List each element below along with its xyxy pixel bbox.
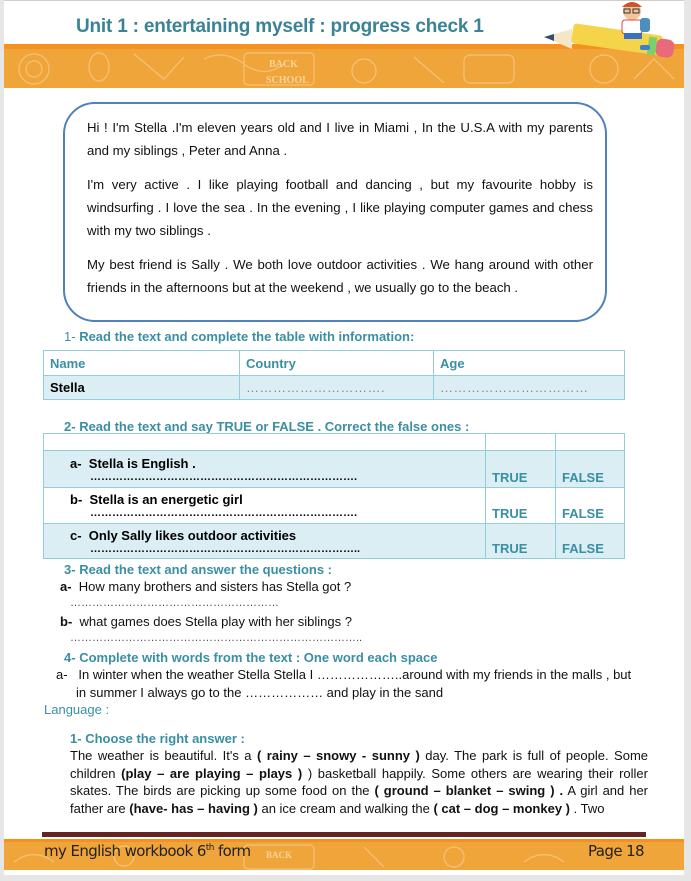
tf-row-b (44, 488, 625, 524)
choose-answer-paragraph (70, 747, 648, 817)
exercise4-line-1 (56, 667, 631, 682)
exercise1-number: 1- (64, 329, 76, 344)
answer-choice-group[interactable]: ( cat – dog – monkey ) (433, 800, 571, 816)
answer-choice-group[interactable]: ( rainy – snowy - sunny ) (257, 748, 420, 763)
tf-true-a[interactable]: TRUE (486, 451, 556, 488)
answer-b-field[interactable]: …………………………………………………………………….. (70, 632, 363, 644)
exercise2-title (64, 419, 469, 434)
exercise1-instruction: Read the text and complete the table with information: (79, 329, 415, 344)
exercise3-title (64, 562, 332, 577)
tf-correction-b[interactable]: ………………………………………………………………. (90, 507, 358, 519)
banner-school-text: SCHOOL (266, 75, 309, 86)
exercise4-label: a- (56, 667, 68, 682)
true-false-table (43, 433, 625, 559)
tf-label-a: a- (70, 455, 82, 471)
exercise4-title (64, 650, 437, 665)
question-b-text: what games does Stella play with her siblings ? (79, 614, 352, 629)
question-a-text: How many brothers and sisters has Stella got ? (78, 579, 352, 594)
language-exercise1-instruction: Choose the right answer : (85, 731, 245, 746)
footer-page-number: Page 18 (588, 842, 644, 860)
story-paragraph-2: I'm very active . I like playing football and dancing , but my favourite hobby is windsurfing . I love the sea . In the evening , I like playing computer games and chess with my two siblings . (87, 177, 593, 238)
tf-false-c[interactable]: FALSE (556, 524, 625, 559)
story-text-box (63, 102, 607, 322)
tf-false-a[interactable]: FALSE (556, 451, 625, 488)
tf-statement-c: Only Sally likes outdoor activities (88, 527, 297, 543)
tf-true-c[interactable]: TRUE (486, 524, 556, 559)
tf-row-a (44, 451, 625, 488)
tf-correction-a[interactable]: ………………………………………………………………. (90, 470, 358, 483)
exercise3-number: 3- (64, 562, 76, 577)
tf-label-c: c- (70, 527, 82, 543)
exercise2-instruction: Read the text and say TRUE or FALSE . Correct the false ones : (79, 419, 470, 434)
tf-label-b: b- (70, 492, 83, 507)
story-paragraph-1: Hi ! I'm Stella .I'm eleven years old and I live in Miami , In the U.S.A with my parents and my siblings , Peter and Anna . (87, 120, 593, 158)
paragraph-text: an ice cream and walking the (257, 800, 434, 816)
question-a (60, 579, 351, 594)
exercise4-line-1-text[interactable]: In winter when the weather Stella Stella I ………………..around with my friends in the malls , but (78, 667, 632, 682)
footer-rule (42, 832, 646, 837)
exercise4-instruction: Complete with words from the text : One word each space (79, 650, 438, 665)
country-answer-field[interactable]: …………………………. (240, 376, 434, 400)
paragraph-text: A girl and her father are (70, 783, 649, 816)
exercise3-instruction: Read the text and answer the questions : (79, 562, 333, 577)
language-exercise1-number: 1- (70, 731, 82, 746)
age-answer-field[interactable]: …………………………… (434, 376, 625, 400)
tf-false-b[interactable]: FALSE (556, 488, 625, 524)
tf-statement-b: Stella is an energetic girl (89, 492, 243, 507)
header-age: Age (434, 351, 625, 376)
answer-choice-group[interactable]: (play – are playing – plays ) (121, 765, 303, 781)
banner-back-text: BACK (269, 59, 298, 70)
paragraph-text: day. The park is full of people. Some children (70, 748, 648, 781)
footer-back-text: BACK (266, 850, 293, 860)
exercise1-title (64, 329, 414, 344)
language-heading: Language : (44, 702, 110, 717)
question-b (60, 614, 352, 629)
answer-choice-group[interactable]: (have- has – having ) (129, 800, 258, 816)
paragraph-text: The weather is beautiful. It's a (70, 748, 257, 763)
tf-row-c (44, 524, 625, 559)
pencil-boy-mascot-icon (544, 1, 684, 61)
header-country: Country (240, 351, 434, 376)
page-title: Unit 1 : entertaining myself : progress check 1 (76, 16, 484, 37)
tf-statement-a: Stella is English . (88, 455, 196, 471)
story-paragraph-3: My best friend is Sally . We both love outdoor activities . We hang around with other friends in the afternoons but at the weekend , we usually go to the beach . (87, 257, 593, 295)
question-b-label: b- (60, 614, 73, 629)
info-table (43, 350, 625, 400)
paragraph-text: . Two (570, 800, 605, 816)
answer-choice-group[interactable]: ( ground – blanket – swing ) . (374, 783, 564, 799)
exercise4-line-2[interactable]: in summer I always go to the ……………… and play in the sand (76, 685, 444, 700)
footer-workbook-label: my English workbook 6th form (44, 842, 251, 860)
exercise4-number: 4- (64, 650, 76, 665)
tf-true-b[interactable]: TRUE (486, 488, 556, 524)
paragraph-text: ) basketball happily. Some others are wearing their roller skates. The birds are picking up some food on the (70, 765, 648, 799)
worksheet-page (4, 0, 684, 875)
header-name: Name (44, 351, 240, 376)
language-exercise1-title (70, 731, 245, 746)
cell-name: Stella (44, 376, 240, 400)
question-a-label: a- (60, 579, 72, 594)
exercise2-number: 2- (64, 419, 76, 434)
tf-correction-c[interactable]: ……………………………………………………………….. (90, 542, 361, 555)
answer-a-field[interactable]: ………………………………………………… (70, 597, 279, 609)
